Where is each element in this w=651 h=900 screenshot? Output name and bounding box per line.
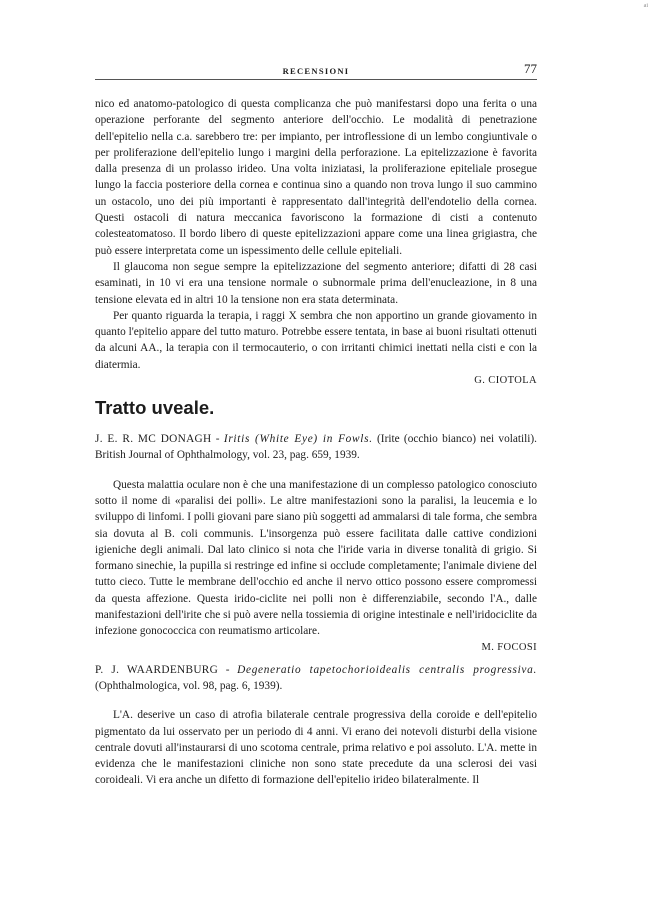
review-mcdonagh: [95, 431, 537, 656]
review-waardenburg: [95, 662, 537, 789]
review-paragraph: Questa malattia oculare non è che una manifestazione di un complesso patologico conosciuto sotto il nome di «paralisi dei polli». Le altre manifestazioni sono la paralisi, la leucemia e lo sviluppo di linfomi. I polli giovani pare siano più soggetti ad ammalarsi di tale forma, che sembra sia dovuta al B. coli communis. L'insorgenza può essere facilitata dalle cattive condizioni igieniche degli animali. Dal lato clinico si nota che l'iride varia in diverse tonalità di grigio. Si formano sinechie, la pupilla si restringe ed infine si occlude completamente; l'animale diviene del tutto cieco. Tutte le membrane dell'occhio ed anche il nervo ottico possono essere compromessi da questa affezione. Questa irido-ciclite nei polli non è differenziabile, secondo l'A., dalle manifestazioni dell'irite che si può avere nella tossiemia di origine intestinale e nell'iridociclite da infezione gonococcica con reumatismo articolare.: [95, 478, 537, 638]
bibliographic-reference: [95, 662, 537, 695]
section-heading: Tratto uveale.: [95, 397, 215, 419]
reference-dash: -: [211, 433, 224, 446]
header-rule: [95, 79, 537, 80]
review-ciotola: [95, 96, 537, 389]
reference-author: J. E. R. MC DONAGH: [95, 433, 212, 446]
review-paragraph: L'A. deserive un caso di atrofia bilaterale centrale progressiva della coroide e dell'epitelio pigmentato da lui osservato per un periodo di 4 anni. Vi erano dei notevoli disturbi della visione centrale dovuti all'instaurarsi di uno scotoma centrale, prima relativo e poi assoluto. L'A. mette in evidenza che le manifestazioni cliniche non sono state precedute da una sclerosi dei vasi coroideali. Vi era anche un difetto di formazione dell'epitelio irideo bilateralmente. Il: [95, 709, 537, 787]
corner-mark: ai: [643, 3, 648, 9]
review-paragraph: Il glaucoma non segue sempre la epitelizzazione del segmento anteriore; difatti di 28 casi esaminati, in 10 vi era una tensione normale o subnormale prima dell'enucleazione, in 8 una tensione elevata ed in altri 10 la tensione non era stata determinata.: [95, 260, 537, 306]
reference-citation: (Ophthalmologica, vol. 98, pag. 6, 1939).: [95, 679, 283, 692]
reference-title: Iritis (White Eye) in Fowls.: [223, 433, 373, 446]
bibliographic-reference: [95, 431, 537, 464]
page-number: 77: [524, 61, 537, 76]
reference-title: Degeneratio tapetochorioidealis centralis progressiva.: [237, 663, 537, 676]
section-running-title: RECENSIONI: [282, 66, 350, 76]
review-paragraph: Per quanto riguarda la terapia, i raggi X sembra che non apportino un grande giovamento in quanto l'epitelio appare del tutto maturo. Potrebbe essere tentata, in base ai buoni risultati ottenuti da alcuni AA., la terapia con il termocauterio, o con irritanti chimici inettati nella cisti e con la diatermia.: [95, 309, 537, 371]
reference-dash: -: [218, 663, 238, 676]
review-paragraph: nico ed anatomo-patologico di questa complicanza che può manifestarsi dopo una ferita o una operazione perforante del segmento anteriore dell'occhio. Le modalità di penetrazione dell'epitelio nella c.a. sarebbero tre: per impianto, per introflessione di un lembo congiuntivale o per proliferazione dell'epitelio lungo i margini della perforazione. La epitelizzazione è favorita dalla presenza di un prolasso irideo. Una volta iniziatasi, la proliferazione epiteliale prosegue lungo la faccia posteriore della cornea e continua sino a quando non trova lungo il suo cammino un ostacolo, uno dei più importanti è rappresentato dall'integrità dell'endotelio della cornea. Questi ostacoli di natura meccanica favoriscono la formazione di cisti a contenuto colesteatomatoso. Il bordo libero di queste epitelizzazioni appare come una linea grigiastra, che può essere interpretata come un ispessimento delle cellule epiteliali.: [95, 98, 537, 257]
reference-author: P. J. WAARDENBURG: [95, 663, 219, 676]
reviewer-signature: M. FOCOSI: [481, 641, 537, 653]
page-body: [95, 96, 537, 789]
running-head: [95, 62, 537, 78]
reviewer-signature: G. CIOTOLA: [474, 375, 537, 387]
reference-citation: (Irite (occhio bianco) nei volatili). British Journal of Ophthalmology, vol. 23, pag. 659, 1939.: [95, 433, 538, 462]
